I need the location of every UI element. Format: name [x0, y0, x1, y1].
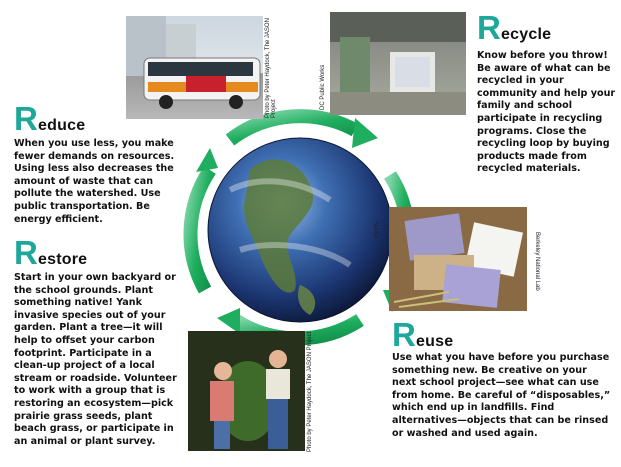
reduce-title — [14, 102, 85, 135]
recycle-text: Know before you throw! Be aware of what can be recycled in your community and help your family and school participate in recycling programs. Close the recycling loop by buying products made from recycled materials. — [477, 50, 616, 175]
bus-photo — [126, 16, 263, 119]
restore-title — [14, 236, 87, 269]
recycled-paper-photo — [389, 207, 527, 311]
restore-photo-credit: Photo by Peter Haydock, The JASON Project — [307, 331, 313, 452]
cycle-arrow-left — [190, 170, 210, 290]
reuse-title — [392, 318, 453, 351]
recycle-initial: R — [477, 9, 502, 46]
reuse-title-rest: euse — [416, 333, 454, 350]
restore-text: Start in your own backyard or the school grounds. Plant something native! Yank invasive species out of your garden. Plant a tree—it will help to offset your carbon footprint. Participate in a clean-up project of a local stream or roadside. Volunteer to work with a group that is restoring an ecosystem—pick prairie grass seeds, plant beach grass, or participate in an animal or plant survey. — [14, 272, 177, 447]
recycle-title-rest: ecycle — [501, 26, 552, 43]
bus-photo-credit: Photo by Peter Haydock, The JASON Project — [265, 18, 277, 118]
reduce-title-rest: educe — [38, 117, 86, 134]
cycle-arrow-top — [230, 116, 355, 140]
restore-initial: R — [14, 234, 39, 271]
reuse-initial: R — [392, 316, 417, 353]
recycling-photo — [330, 12, 466, 115]
earth-image-credit: NASA — [372, 222, 378, 239]
restore-photo — [188, 331, 305, 451]
recycled-paper-photo-credit: Berkeley National Lab — [534, 232, 540, 291]
recycling-photo-credit: DC Public Works — [320, 64, 326, 110]
restore-title-rest: estore — [38, 251, 88, 268]
reduce-initial: R — [14, 100, 39, 137]
reuse-text: Use what you have before you purchase something new. Be creative on your next school project—see what can use from home. Be careful of “disposables,” which end up in landfills. Find alternatives—objects that can be rinsed or washed and used again. — [392, 352, 611, 439]
reduce-text: When you use less, you make fewer demands on resources. Using less also decreases the amount of waste that can pollute the watershed. Use public transportation. Be energy efficient. — [14, 138, 175, 225]
earth-image — [208, 138, 392, 322]
recycle-title — [477, 11, 551, 44]
